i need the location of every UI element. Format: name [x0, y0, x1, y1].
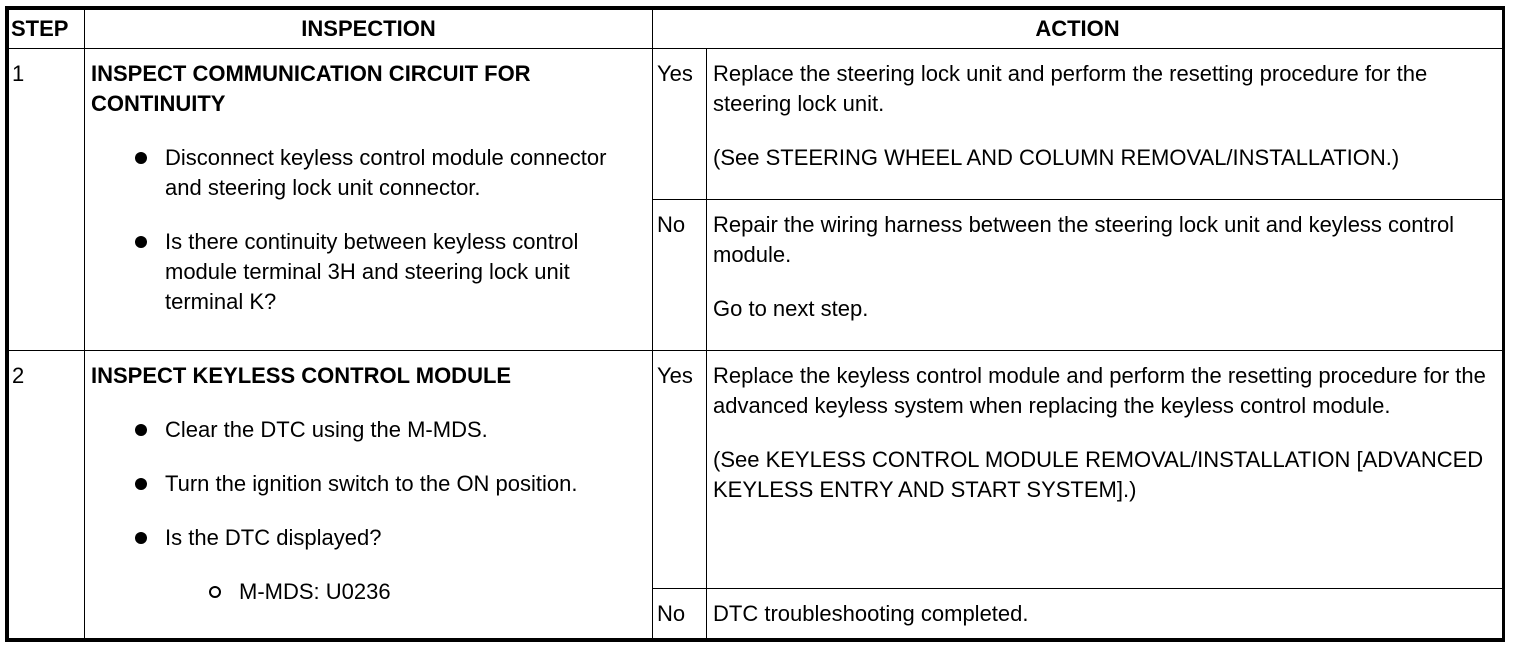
table-row [9, 49, 1503, 200]
table-row [9, 351, 1503, 589]
yes-action [707, 351, 1503, 589]
bullet-icon [135, 532, 147, 544]
troubleshooting-table [8, 9, 1503, 639]
action-reference: (See STEERING WHEEL AND COLUMN REMOVAL/INSTALLATION.) [713, 145, 1400, 170]
inspection-title: INSPECT KEYLESS CONTROL MODULE [91, 363, 512, 388]
list-item: Turn the ignition switch to the ON position. [91, 469, 642, 499]
sub-list-item: M-MDS: U0236 [91, 577, 642, 607]
inspection-cell [85, 351, 653, 639]
bullet-icon [135, 424, 147, 436]
header-step: STEP [9, 10, 85, 49]
yes-action [707, 49, 1503, 200]
bullet-icon [135, 236, 147, 248]
list-item: Is the DTC displayed? [91, 523, 642, 553]
action-reference: (See KEYLESS CONTROL MODULE REMOVAL/INSTALLATION [ADVANCED KEYLESS ENTRY AND START SYSTEM].) [713, 447, 1484, 502]
action-text: Repair the wiring harness between the steering lock unit and keyless control module. [713, 212, 1455, 267]
troubleshooting-table-frame [5, 6, 1505, 642]
no-label: No [653, 200, 707, 351]
step-number: 1 [9, 49, 85, 351]
header-action: ACTION [653, 10, 1503, 49]
header-inspection: INSPECTION [85, 10, 653, 49]
bullet-icon [135, 478, 147, 490]
inspection-cell [85, 49, 653, 351]
list-item: Clear the DTC using the M-MDS. [91, 415, 642, 445]
action-text: Replace the steering lock unit and perform the resetting procedure for the steering lock unit. [713, 61, 1428, 116]
yes-label: Yes [653, 351, 707, 589]
inspection-bullets [91, 415, 642, 553]
inspection-title-line: CONTINUITY [91, 91, 226, 116]
inspection-title-line: INSPECT COMMUNICATION CIRCUIT FOR [91, 61, 531, 86]
step-number: 2 [9, 351, 85, 639]
no-action [707, 200, 1503, 351]
no-action [707, 589, 1503, 639]
yes-label: Yes [653, 49, 707, 200]
action-text: Replace the keyless control module and perform the resetting procedure for the advanced keyless system when replacing the keyless control module. [713, 363, 1486, 418]
inspection-bullets [91, 143, 642, 317]
no-label: No [653, 589, 707, 639]
header-row [9, 10, 1503, 49]
action-text: Go to next step. [713, 296, 869, 321]
hollow-bullet-icon [209, 586, 221, 598]
list-item: Is there continuity between keyless control module terminal 3H and steering lock unit terminal K? [91, 227, 642, 317]
list-item: Disconnect keyless control module connector and steering lock unit connector. [91, 143, 642, 203]
action-text: DTC troubleshooting completed. [713, 601, 1029, 626]
inspection-title [91, 59, 642, 119]
bullet-icon [135, 152, 147, 164]
